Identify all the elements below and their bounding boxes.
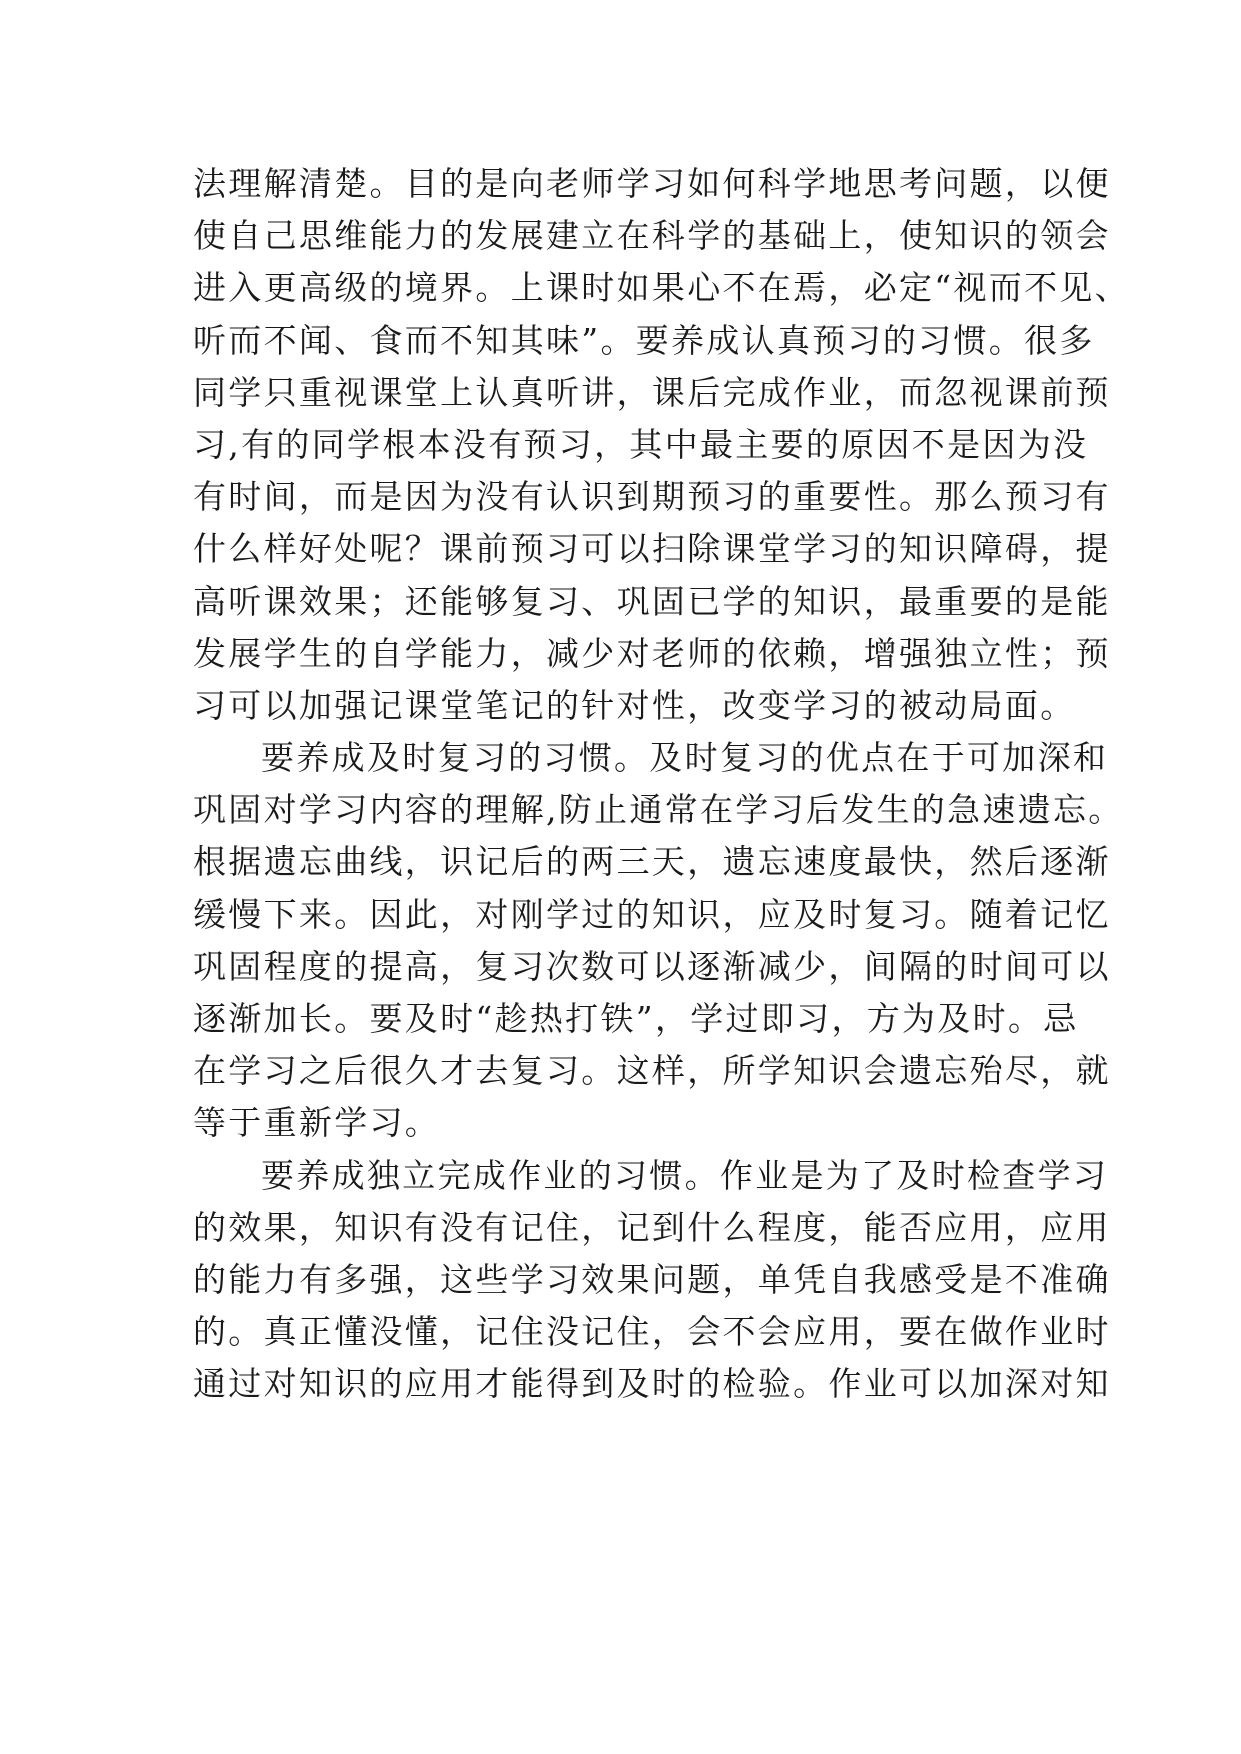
text-line: 听而不闻、食而不知其味”。要养成认真预习的习惯。很多 [193,320,1095,360]
text-line: 法理解清楚。目的是向老师学习如何科学地思考问题，以便 [193,164,1111,203]
text-line: 高听课效果；还能够复习、巩固已学的知识，最重要的是能 [193,581,1111,621]
text-line: 根据遗忘曲线，识记后的两三天，遗忘速度最快，然后逐渐 [193,842,1111,882]
text-line: 的。真正懂没懂，记住没记住，会不会应用，要在做作业时 [193,1312,1111,1352]
text-line: 缓慢下来。因此，对刚学过的知识，应及时复习。随着记忆 [193,894,1111,934]
text-line: 巩固对学习内容的理解,防止通常在学习后发生的急速遗忘。 [193,790,1124,830]
text-line: 习可以加强记课堂笔记的针对性，改变学习的被动局面。 [193,685,1076,725]
text-line: 在学习之后很久才去复习。这样，所学知识会遗忘殆尽，就 [193,1051,1111,1091]
text-line: 逐渐加长。要及时“趁热打铁”，学过即习，方为及时。忌 [193,999,1079,1038]
text-line: 什么样好处呢？课前预习可以扫除课堂学习的知识障碍，提 [193,529,1111,569]
text-line: 进入更高级的境界。上课时如果心不在焉，必定“视而不见、 [193,268,1130,308]
text-line: 同学只重视课堂上认真听讲，课后完成作业，而忽视课前预 [193,372,1111,412]
text-line: 通过对知识的应用才能得到及时的检验。作业可以加深对知 [193,1364,1111,1404]
text-line: 的效果，知识有没有记住，记到什么程度，能否应用，应用 [193,1207,1111,1247]
text-line: 等于重新学习。 [193,1103,441,1143]
text-line: 巩固程度的提高，复习次数可以逐渐减少，间隔的时间可以 [193,946,1111,986]
text-line: 使自己思维能力的发展建立在科学的基础上，使知识的领会 [193,216,1111,256]
paragraph-first-line: 要养成及时复习的习惯。及时复习的优点在于可加深和 [261,738,1109,778]
body-text [193,158,1130,1411]
text-line: 的能力有多强，这些学习效果问题，单凭自我感受是不准确 [193,1259,1111,1299]
text-line: 习,有的同学根本没有预习，其中最主要的原因不是因为没 [193,424,1089,464]
text-line: 发展学生的自学能力，减少对老师的依赖，增强独立性；预 [193,633,1111,673]
paragraph-first-line: 要养成独立完成作业的习惯。作业是为了及时检查学习 [261,1155,1109,1195]
text-line: 有时间，而是因为没有认识到期预习的重要性。那么预习有 [193,477,1111,517]
